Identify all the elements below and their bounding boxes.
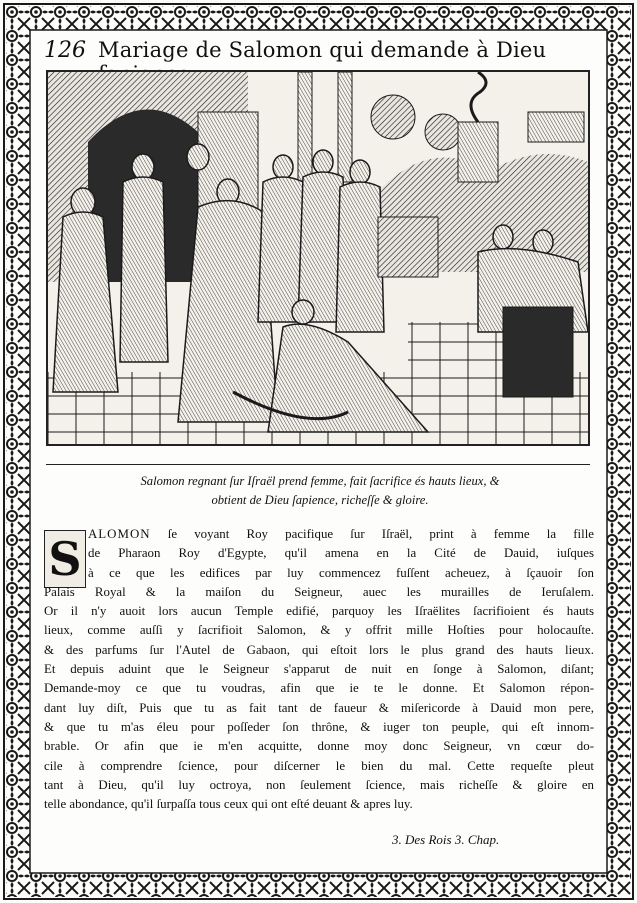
text-line: Or il n'y auoit lors aucun Temple edifié, parquoy les Iſraëlites ſacrifioient és hauts bbox=[44, 604, 594, 619]
text-line: de Pharaon Roy d'Egypte, qu'il amena en la Cité de Dauid, iuſques bbox=[88, 546, 594, 561]
caption-line-1: Salomon regnant ſur Iſraël prend femme, fait ſacrifice és hauts lieux, & bbox=[140, 474, 500, 488]
drop-cap-letter: S bbox=[48, 532, 82, 586]
first-word: ALOMON bbox=[88, 527, 151, 541]
illustration-caption bbox=[70, 472, 570, 510]
page-number: 126 bbox=[44, 38, 86, 63]
text-line: brable. Or afin que ie m'en acquitte, donne moy donc Seigneur, vn cœur do- bbox=[44, 739, 594, 754]
bible-reference: 3. Des Rois 3. Chap. bbox=[392, 832, 500, 847]
text-line bbox=[44, 525, 594, 544]
text-line: & que tu m'as éleu pour poſſeder ſon thrône, & iuger ton peuple, qui eſt innom- bbox=[44, 719, 594, 734]
text-line: Et depuis aduint que le Seigneur s'apparut de nuit en ſonge à Salomon, diſant; bbox=[44, 662, 594, 677]
body-text bbox=[44, 525, 594, 814]
text-line: dant luy diſt, Puis que tu as fait tant de faueur & miſericorde à Dauid mon pere, bbox=[44, 700, 594, 715]
text-line: tant à Dieu, qu'il luy octroya, non ſeulement ſcience, mais richeſſe & gloire en bbox=[44, 777, 594, 792]
text-line: cile à comprendre ſcience, pour diſcerner le bien du mal. Cette requeſte pleut bbox=[44, 758, 594, 773]
text-line: & des parfums ſur l'Autel de Gabaon, qui eſtoit lors le plus grand des hauts lieux. bbox=[44, 642, 594, 657]
text-line: telle abondance, qu'il ſurpaſſa tous ceux qui ont eſté deuant & apres luy. bbox=[44, 797, 413, 812]
page-header bbox=[44, 38, 592, 68]
text-line: Demande-moy ce que tu voudras, afin que ie te le donne. Et Salomon répon- bbox=[44, 681, 594, 696]
woodcut-scene bbox=[48, 72, 588, 444]
text-line: à ce que les edifices par luy commencez fuſſent acheuez, à ſçauoir ſon bbox=[88, 565, 594, 580]
text-line: lieux, comme auſſi y ſacrifioit Salomon, & y offrit mille Hoſties pour holocauſte. bbox=[44, 623, 594, 638]
caption-line-2: obtient de Dieu ſapience, richeſſe & gloire. bbox=[211, 493, 429, 507]
woodcut-illustration bbox=[46, 70, 590, 446]
caption-rule bbox=[46, 464, 590, 465]
text-line: Palais Royal & la maiſon du Seigneur, auec les murailles de Ieruſalem. bbox=[44, 584, 594, 599]
page-title: Mariage de Salomon qui demande à Dieu bbox=[98, 38, 547, 62]
text-line-1: ſe voyant Roy pacifique ſur Iſraël, print à femme la fille bbox=[150, 527, 594, 541]
